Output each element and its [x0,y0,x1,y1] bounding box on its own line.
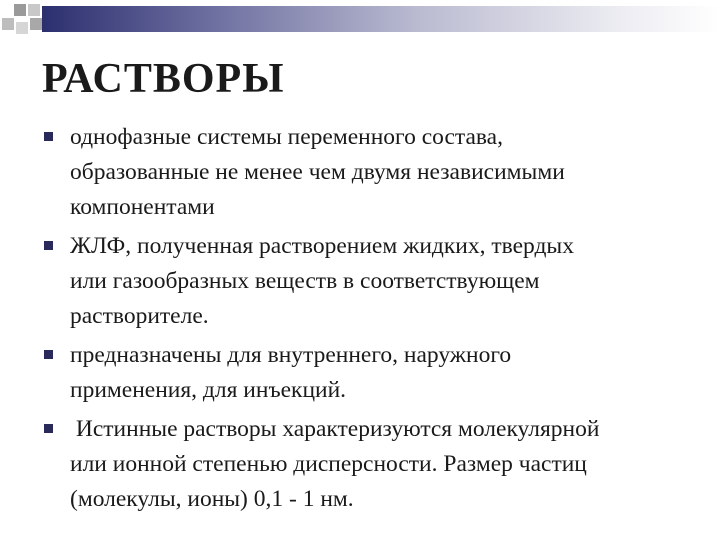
bullet-text-line: (молекулы, ионы) 0,1 - 1 нм. [70,486,354,512]
bullet-text-line: образованные не менее чем двумя независимыми [70,159,565,185]
bullet-text-line: или ионной степенью дисперсности. Размер частиц [70,451,587,477]
decor-square [14,4,26,16]
decor-square [2,18,14,30]
bullet-list [44,120,714,521]
square-bullet-icon [44,132,53,141]
bullet-text-line: Истинные растворы характеризуются молекулярной [70,416,600,442]
square-bullet-icon [44,424,53,433]
decor-square [28,4,40,16]
bullet-text-line: или газообразных веществ в соответствующем [70,268,540,294]
decorative-header [0,0,720,50]
bullet-text-line: однофазные системы переменного состава, [70,124,503,150]
decor-square [30,18,42,30]
bullet-item [44,120,714,225]
bullet-text-line: растворителе. [70,303,209,329]
slide-title: РАСТВОРЫ [42,56,285,102]
square-bullet-icon [44,241,53,250]
bullet-text-line: ЖЛФ, полученная растворением жидких, твердых [70,233,574,259]
square-bullet-icon [44,350,53,359]
bullet-item [44,412,714,517]
bullet-text-line: предназначены для внутреннего, наружного [70,342,512,368]
header-gradient-bar [42,6,720,32]
bullet-text-line: компонентами [70,194,215,220]
decor-square [16,22,28,34]
bullet-item [44,229,714,334]
bullet-text-line: применения, для инъекций. [70,377,347,403]
bullet-item [44,338,714,408]
